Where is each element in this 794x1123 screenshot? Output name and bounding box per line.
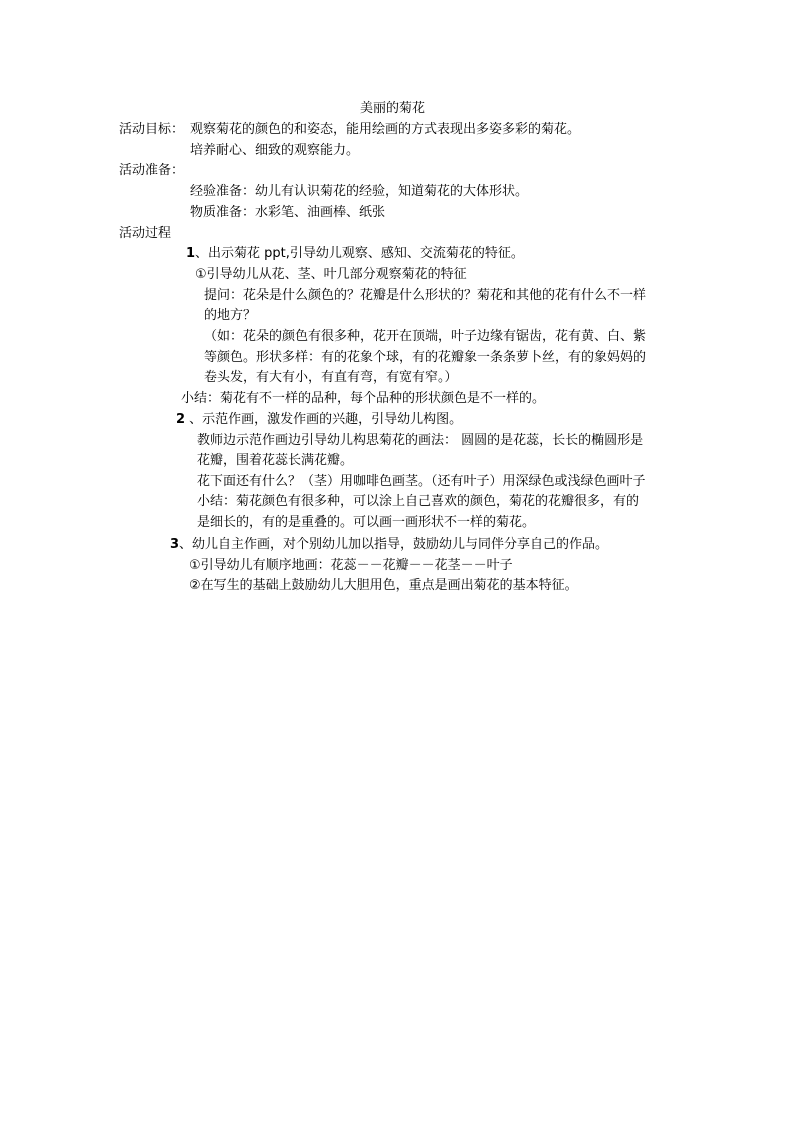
process-label: 活动过程 bbox=[119, 226, 172, 241]
step3-text: 、幼儿自主作画，对个别幼儿加以指导，鼓励幼儿与同伴分享自己的作品。 bbox=[179, 537, 609, 552]
step3-heading bbox=[170, 535, 608, 555]
step2-heading bbox=[176, 410, 462, 430]
step2-line-1: 教师边示范作画边引导幼儿构思菊花的画法： 圆圆的是花蕊，长长的椭圆形是 bbox=[197, 433, 644, 448]
step2-line-2: 花瓣，围着花蕊长满花瓣。 bbox=[197, 453, 354, 468]
step1-example-line-1: （如：花朵的颜色有很多种，花开在顶端，叶子边缘有锯齿，花有黄、白、紫 bbox=[204, 329, 647, 344]
goals-line-2: 培养耐心、细致的观察能力。 bbox=[190, 143, 360, 158]
step2-text: 、示范作画，激发作画的兴趣，引导幼儿构图。 bbox=[185, 412, 463, 427]
step1-heading bbox=[186, 244, 524, 264]
step1-number: 1 bbox=[186, 246, 196, 261]
goals-label: 活动目标： bbox=[119, 122, 185, 137]
preparation-experience: 经验准备：幼儿有认识菊花的经验，知道菊花的大体形状。 bbox=[190, 184, 529, 199]
step2-line-4: 小结：菊花颜色有很多种，可以涂上自己喜欢的颜色，菊花的花瓣很多，有的 bbox=[197, 494, 640, 509]
document-title: 美丽的菊花 bbox=[360, 101, 426, 116]
step2-number: 2 bbox=[176, 412, 186, 427]
step1-question-line-1: 提问：花朵是什么颜色的？花瓣是什么形状的？菊花和其他的花有什么不一样 bbox=[204, 288, 647, 303]
step1-question-line-2: 的地方？ bbox=[204, 308, 257, 323]
step1-text: 、出示菊花 ppt,引导幼儿观察、感知、交流菊花的特征。 bbox=[195, 246, 524, 261]
step3-item-2: ②在写生的基础上鼓励幼儿大胆用色，重点是画出菊花的基本特征。 bbox=[189, 578, 578, 593]
step3-number: 3 bbox=[170, 537, 180, 552]
step3-item-1: ①引导幼儿有顺序地画：花蕊－－花瓣－－花茎－－叶子 bbox=[189, 558, 513, 573]
goals-line-1: 观察菊花的颜色的和姿态，能用绘画的方式表现出多姿多彩的菊花。 bbox=[190, 122, 581, 137]
step2-line-5: 是细长的，有的是重叠的。可以画一画形状不一样的菊花。 bbox=[197, 515, 536, 530]
step1-example-line-2: 等颜色。形状多样：有的花象个球，有的花瓣象一条条萝卜丝，有的象妈妈的 bbox=[204, 350, 647, 365]
step1-sub1: ①引导幼儿从花、茎、叶几部分观察菊花的特征 bbox=[195, 267, 467, 282]
preparation-label: 活动准备： bbox=[119, 163, 185, 178]
preparation-materials: 物质准备：水彩笔、油画棒、纸张 bbox=[190, 205, 386, 220]
step1-example-line-3: 卷头发，有大有小，有直有弯，有宽有窄。） bbox=[204, 370, 458, 385]
step1-summary: 小结：菊花有不一样的品种，每个品种的形状颜色是不一样的。 bbox=[181, 391, 546, 406]
step2-line-3: 花下面还有什么？（茎）用咖啡色画茎。（还有叶子）用深绿色或浅绿色画叶子 bbox=[197, 474, 646, 489]
